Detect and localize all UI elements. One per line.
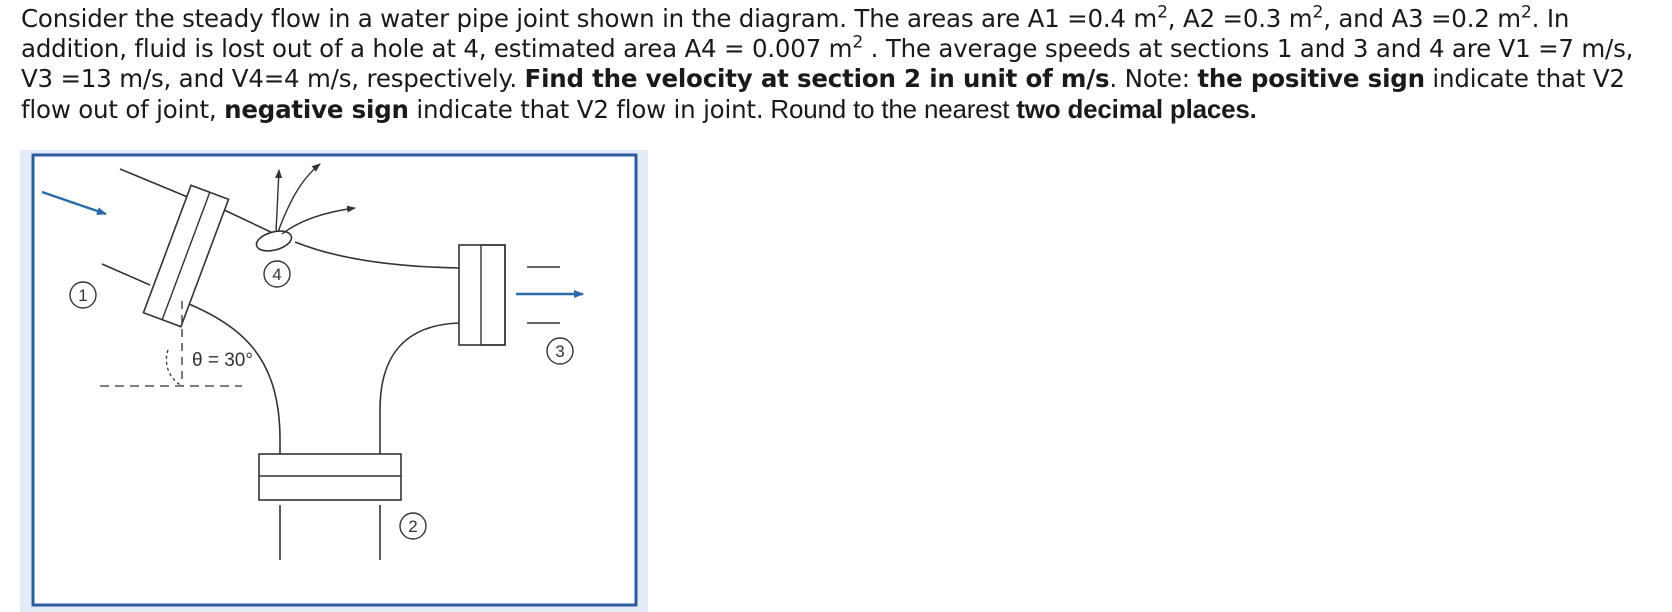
q-text-8: indicate that V2 flow in joint.	[408, 95, 764, 124]
svg-text:2: 2	[408, 517, 418, 536]
q-bold-positive: the positive sign	[1197, 64, 1425, 93]
q-text-5: . The average speeds at sections 1 and 3 and 4 are V1 =7 m/s, V3 =13 m/s, and V4=4 m/s, respectively.	[21, 34, 1634, 93]
q-bold-negative: negative sign	[224, 95, 409, 124]
q-bold-find: Find the velocity at section 2 in unit of m/s	[524, 64, 1110, 93]
q-text-6: . Note:	[1109, 64, 1198, 93]
q-sup-2: 2	[1312, 2, 1324, 23]
angle-label: θ = 30°	[192, 350, 253, 371]
label-section-2	[400, 513, 426, 539]
figure-border	[33, 155, 636, 605]
q-sup-3: 2	[1520, 2, 1532, 23]
q-text-7: indicate that V2 flow out of joint,	[21, 64, 1625, 124]
flange-3	[459, 245, 505, 345]
question-text	[21, 4, 1661, 125]
svg-text:4: 4	[272, 265, 282, 284]
label-section-3	[547, 338, 573, 364]
pipe-joint-figure	[20, 150, 648, 612]
q-text-3: , and A3 =0.2 m	[1323, 4, 1521, 33]
label-section-4	[264, 261, 290, 287]
q-text-4: . In addition, fluid is lost out of a hole at 4, estimated area A4 = 0.007 m	[21, 4, 1570, 63]
label-section-1	[70, 282, 96, 308]
q-text-9: Round to the nearest	[763, 94, 1017, 124]
flange-2	[259, 454, 401, 500]
q-sup-1: 2	[1157, 2, 1168, 23]
q-text-1: Consider the steady flow in a water pipe joint shown in the diagram. The areas are A1 =0.4 m	[21, 4, 1158, 33]
q-bold-round: two decimal places.	[1016, 94, 1257, 124]
pipe-joint-diagram	[20, 150, 648, 612]
svg-text:3: 3	[555, 342, 565, 361]
q-text-2: , A2 =0.3 m	[1167, 4, 1313, 33]
q-sup-4: 2	[852, 32, 864, 53]
svg-text:1: 1	[78, 286, 88, 305]
